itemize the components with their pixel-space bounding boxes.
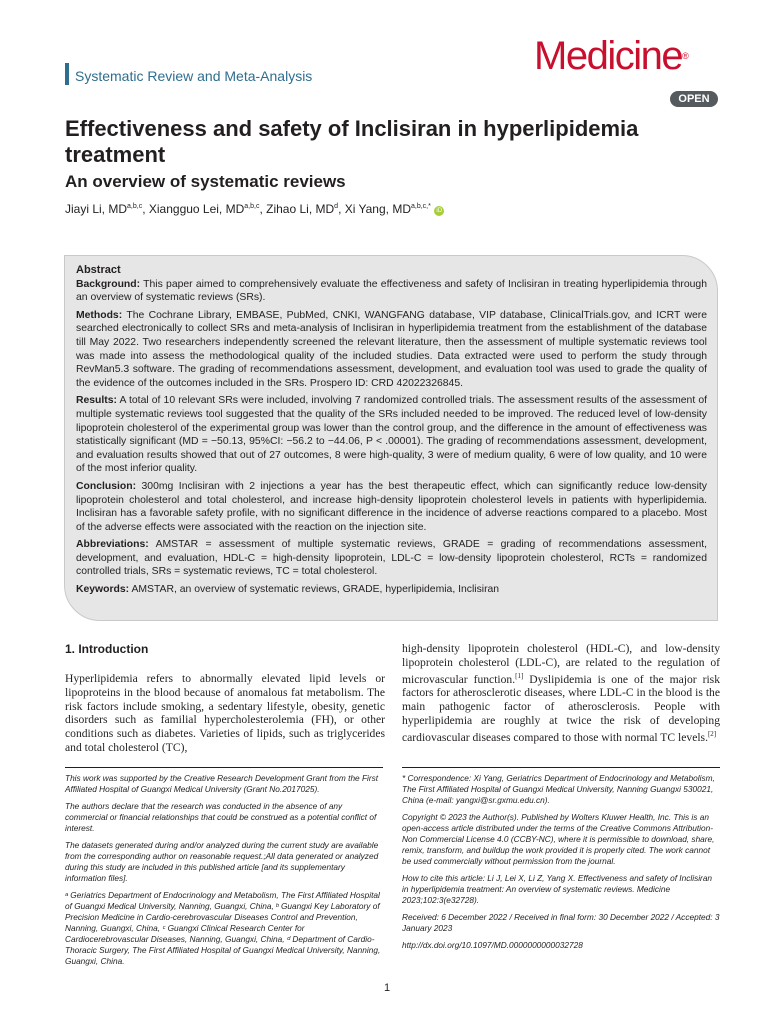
journal-name: Medicine bbox=[534, 34, 683, 78]
abstract-keywords: Keywords: AMSTAR, an overview of systematic reviews, GRADE, hyperlipidemia, Inclisiran bbox=[76, 584, 500, 596]
body-column-left bbox=[65, 642, 385, 755]
funding-note: This work was supported by the Creative Research Development Grant from the First Affiliated Hospital of Guangxi Medical University (Grant No.2017025). bbox=[65, 773, 379, 794]
author-name: Jiayi Li, MD bbox=[65, 202, 128, 216]
author-list: Jiayi Li, MD$^{a,b,c}$, Xiangguo Lei, MD$^{a,b,c}$, Zihao Li, $MD^d$, Xi Yang, $MD^{a,b,c,*}$ iD bbox=[65, 199, 444, 217]
author-name: Zihao Li, MD bbox=[266, 202, 335, 216]
affiliations-note: ᵃ Geriatrics Department of Endocrinology and Metabolism, The First Affiliated Hospital of Guangxi Medical University, Nanning, Guangxi, China, ᵇ Guangxi Key Laboratory of Precision Medicine in Cardio-cerebrovascular Diseases Control and Prevention, Nanning, Guangxi, China, ᶜ Guangxi Clinical Research Center for Cardiocerebrovascular Diseases, Nanning, Guangxi, China, ᵈ Department of Cardio-Thoracic Surgery, The First Affiliated Hospital of Guangxi Medical University, Nanning, Guangxi, China. bbox=[65, 890, 381, 966]
footnote-rule-right bbox=[402, 767, 720, 768]
correspondence-note: * Correspondence: Xi Yang, Geriatrics Department of Endocrinology and Metabolism, The First Affiliated Hospital of Guangxi Medical University, Nanning Guangxi 530021, China (e-mail: yangxi@sr.gxmu.edu.cn). bbox=[402, 773, 715, 805]
author-affiliation: a,b,c,* bbox=[411, 203, 431, 210]
citation-note: How to cite this article: Li J, Lei X, Li Z, Yang X. Effectiveness and safety of Inclisiran in hyperlipidemia treatment: An overview of systematic reviews. Medicine 2023;102:3(e32728). bbox=[402, 873, 713, 905]
orcid-icon[interactable]: iD bbox=[434, 206, 444, 216]
abstract-conclusion: Conclusion: 300mg Inclisiran with 2 injections a year has the best therapeutic effect, which can significantly reduce low-density lipoprotein cholesterol and total cholesterol, and increase high-density lipoprotein cholesterol levels in patients with hyperlipidemia. Inclisiran has a favorable safety profile, with no significant difference in the incidence of adverse reactions compared to a placebo. Most of the adverse effects were associated with the reaction on the injection site. bbox=[76, 480, 707, 533]
author-affiliation: d bbox=[334, 203, 339, 210]
abstract-box bbox=[64, 255, 718, 621]
footnotes-left bbox=[65, 773, 383, 973]
data-availability-note: The datasets generated during and/or analyzed during the current study are available from the corresponding author on reasonable request.;All data generated or analyzed during this study are included in this published article [and its supplementary information files]. bbox=[65, 840, 379, 883]
author-name: Xi Yang, MD bbox=[344, 202, 411, 216]
page-number: 1 bbox=[384, 982, 391, 994]
open-access-badge: OPEN bbox=[670, 91, 718, 107]
conflict-note: The authors declare that the research was conducted in the absence of any commercial or financial relationships that could be construed as a potential conflict of interest. bbox=[65, 801, 377, 833]
section-label: Systematic Review and Meta-Analysis bbox=[75, 68, 313, 84]
journal-logo bbox=[534, 32, 689, 80]
copyright-note: Copyright © 2023 the Author(s). Published by Wolters Kluwer Health, Inc. This is an open-access article distributed under the terms of the Creative Commons Attribution-Non Commercial License 4.0 (CCBY-NC), where it is permissible to download, share, remix, transform, and buildup the work provided it is properly cited. The work cannot be used commercially without permission from the journal. bbox=[402, 812, 715, 866]
article-subtitle: An overview of systematic reviews bbox=[65, 172, 346, 191]
abstract-background: Background: This paper aimed to comprehensively evaluate the effectiveness and safety of Inclisiran in treating hyperlipidemia through an overview of systematic reviews (SRs). bbox=[76, 278, 707, 304]
author-affiliation: a,b,c bbox=[244, 203, 260, 210]
citation-link[interactable]: [2] bbox=[707, 729, 717, 738]
abstract-results: Results: A total of 10 relevant SRs were included, involving 7 randomized controlled trials. The assessment results of the assessment of multiple systematic reviews tool suggested that the quality of the SRs included needed to be improved. The reduced level of low-density lipoprotein cholesterol of the experimental group was lower than the control group, and the difference in the amount of effectiveness was statistically significant (MD = −50.13, 95%CI: −56.2 to −44.06, P < .00001). The grading of recommendations assessment, development, and evaluation results showed that out of 27 outcomes, 8 were high-quality, 3 were of medium quality, 6 were of low quality, and 10 were of the most inferior quality. bbox=[76, 395, 707, 475]
doi-link[interactable]: http://dx.doi.org/10.1097/MD.0000000000032728 bbox=[402, 940, 583, 950]
intro-paragraph-continued: high-density lipoprotein cholesterol (HDL-C), and low-density lipoprotein cholesterol (LDL-C), are related to the regulation of microvascular function.[1] Dyslipidemia is one of the major risk factors for atherosclerotic diseases, where LDL-C in the blood is the main pathogenic factor of atherosclerosis. People with hyperlipidemia are roughly at twice the risk of developing cardiovascular diseases compared to those with normal TC levels.[2] bbox=[402, 642, 720, 744]
abstract-abbreviations: Abbreviations: AMSTAR = assessment of multiple systematic reviews, GRADE = grading of recommendations assessment, development, and evaluation, HDL-C = high-density lipoprotein, LDL-C = low-density lipoprotein cholesterol, RCTs = randomized controlled trials, SRs = systematic reviews, TC = total cholesterol. bbox=[76, 539, 707, 578]
intro-paragraph: Hyperlipidemia refers to abnormally elevated lipid levels or lipoproteins in the blood because of anomalous fat metabolism. The risk factors include smoking, a sedentary lifestyle, obesity, genetic disorders such as familial hypercholesterolemia (FH), or other conditions such as diabetes. Varieties of lipids, such as triglycerides and total cholesterol (TC), bbox=[65, 672, 385, 754]
author-name: Xiangguo Lei, MD bbox=[148, 202, 245, 216]
footnote-rule-left bbox=[65, 767, 383, 768]
citation-link[interactable]: [1] bbox=[515, 671, 524, 680]
dates-note: Received: 6 December 2022 / Received in final form: 30 December 2022 / Accepted: 3 January 2023 bbox=[402, 912, 720, 933]
section-heading: 1. Introduction bbox=[65, 642, 149, 656]
article-title: Effectiveness and safety of Inclisiran in hyperlipidemia treatment bbox=[65, 116, 639, 167]
section-tag bbox=[65, 63, 312, 85]
abstract-methods: Methods: The Cochrane Library, EMBASE, PubMed, CNKI, WANGFANG database, VIP database, ClinicalTrials.gov, and ICRT were searched electronically to collect SRs and meta-analysis of Inclisiran in hyperlipidemia treatment from the establishment of the database till May 2022. Two researchers independently screened the relevant literature, then the assessment of multiple systematic reviews tool was made into assess the methodological quality of the included studies. Data extracted were used to perform the study through RevMan5.3 software. The grading of recommendations assessment, development, and evaluation tool was used to grade the quality of the evidence of the outcomes included in the SRs. Prospero ID: CRD 42022326845. bbox=[76, 309, 707, 389]
footnotes-right bbox=[402, 773, 720, 957]
body-column-right bbox=[402, 642, 720, 744]
abstract-heading: Abstract bbox=[76, 264, 121, 276]
author-affiliation: a,b,c bbox=[127, 203, 143, 210]
registered-mark: ® bbox=[682, 51, 689, 61]
